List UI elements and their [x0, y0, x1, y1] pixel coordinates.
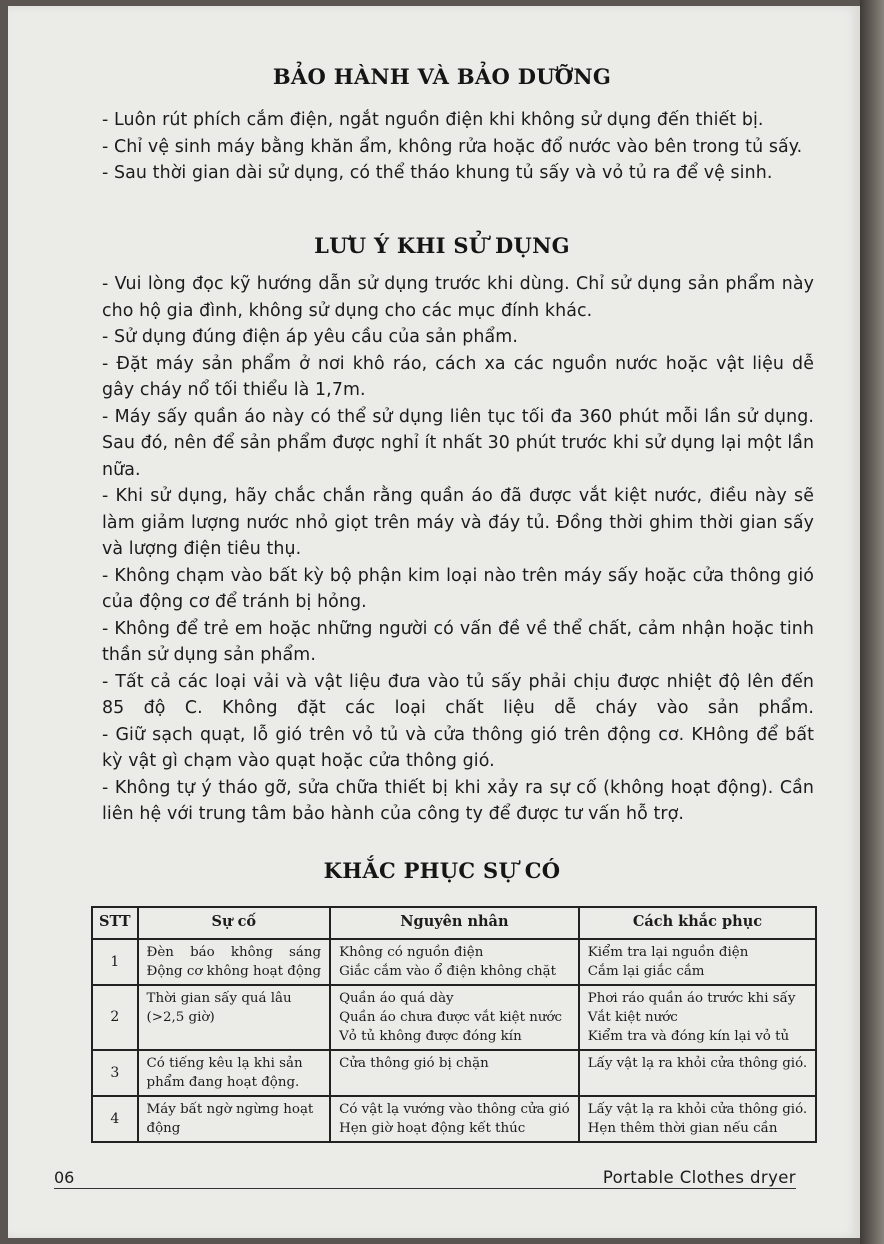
usage-line: - Đặt máy sản phẩm ở nơi khô ráo, cách xa các nguồn nước hoặc vật liệu dễ	[102, 353, 814, 374]
usage-line: cho hộ gia đình, không sử dụng cho các mục đính khác.	[102, 300, 593, 321]
footer-divider	[54, 1188, 796, 1189]
usage-line: - Vui lòng đọc kỹ hướng dẫn sử dụng trước khi dùng. Chỉ sử dụng sản phẩm này	[102, 274, 814, 294]
issue-cell	[138, 939, 331, 985]
table-row	[92, 1050, 816, 1096]
fix-text: Cắm lại giắc cắm	[587, 964, 705, 979]
usage-line: - Không chạm vào bất kỳ bộ phận kim loại nào trên máy sấy hoặc cửa thông gió	[102, 565, 814, 586]
usage-notes-heading: LƯU Ý KHI SỬ DỤNG	[314, 233, 570, 258]
issue-text: động	[146, 1121, 181, 1136]
usage-line: gây cháy nổ tối thiểu là 1,7m.	[102, 380, 366, 400]
warranty-line: - Chỉ vệ sinh máy bằng khăn ẩm, không rửa hoặc đổ nước vào bên trong tủ sấy.	[102, 136, 803, 157]
issue-text: Đèn báo không sáng	[146, 945, 322, 960]
product-name: Portable Clothes dryer	[602, 1168, 796, 1187]
usage-line: và lượng điện tiêu thụ.	[102, 539, 302, 559]
fix-text: Vắt kiệt nước	[587, 1010, 678, 1025]
usage-line: - Không tự ý tháo gỡ, sửa chữa thiết bị khi xảy ra sự cố (không hoạt động). Cần	[102, 777, 814, 798]
cause-text: Quần áo chưa được vắt kiệt nước	[339, 1010, 563, 1025]
fix-text: Lấy vật lạ ra khỏi cửa thông gió.	[587, 1102, 808, 1117]
cause-text: Hẹn giờ hoạt động kết thúc	[339, 1121, 526, 1136]
issue-text: (>2,5 giờ)	[146, 1010, 215, 1025]
fix-text: Hẹn thêm thời gian nếu cần	[587, 1121, 778, 1136]
usage-line: - Giữ sạch quạt, lỗ gió trên vỏ tủ và cửa thông gió trên động cơ. KHông để bất	[102, 724, 814, 745]
usage-line: - Không để trẻ em hoặc những người có vấn đề về thể chất, cảm nhận hoặc tinh	[102, 618, 814, 639]
usage-line: - Tất cả các loại vải và vật liệu đưa vào tủ sấy phải chịu được nhiệt độ lên đến	[102, 671, 814, 692]
issue-text: Động cơ không hoạt động	[146, 964, 322, 979]
usage-line: của động cơ để tránh bị hỏng.	[102, 592, 367, 612]
troubleshooting-table	[91, 906, 817, 1143]
issue-text: phẩm đang hoạt động.	[146, 1075, 300, 1090]
cause-text: Không có nguồn điện	[339, 945, 484, 960]
header-stt: STT	[92, 907, 138, 939]
row-number: 2	[92, 985, 138, 1050]
cause-cell	[330, 939, 579, 985]
fix-text: Phơi ráo quần áo trước khi sấy	[587, 991, 796, 1006]
issue-text: Có tiếng kêu lạ khi sản	[146, 1056, 303, 1071]
usage-line: 85 độ C. Không đặt các loại chất liệu dễ cháy vào sản phẩm.	[102, 698, 814, 718]
warranty-line: - Sau thời gian dài sử dụng, có thể tháo khung tủ sấy và vỏ tủ ra để vệ sinh.	[102, 163, 773, 183]
usage-line: kỳ vật gì chạm vào quạt hoặc cửa thông gió.	[102, 751, 495, 771]
cause-text: Có vật lạ vướng vào thông cửa gió	[339, 1102, 570, 1117]
issue-text: Thời gian sấy quá lâu	[146, 991, 292, 1006]
issue-cell	[138, 1096, 331, 1142]
usage-line: liên hệ với trung tâm bảo hành của công ty để được tư vấn hỗ trợ.	[102, 804, 685, 824]
cause-text: Cửa thông gió bị chặn	[339, 1056, 489, 1071]
page-edge-shadow	[860, 0, 884, 1244]
cause-text: Quần áo quá dày	[339, 991, 454, 1006]
fix-text: Kiểm tra và đóng kín lại vỏ tủ	[587, 1029, 790, 1044]
header-fix: Cách khắc phục	[579, 907, 816, 939]
row-number: 1	[92, 939, 138, 985]
cause-cell	[330, 985, 579, 1050]
usage-line: nữa.	[102, 459, 141, 480]
header-cause: Nguyên nhân	[330, 907, 579, 939]
fix-cell	[579, 1050, 816, 1096]
row-number: 4	[92, 1096, 138, 1142]
warranty-line: - Luôn rút phích cắm điện, ngắt nguồn điện khi không sử dụng đến thiết bị.	[102, 110, 764, 130]
cause-text: Giắc cắm vào ổ điện không chặt	[339, 964, 556, 979]
usage-line: thần sử dụng sản phẩm.	[102, 645, 316, 665]
usage-line: - Sử dụng đúng điện áp yêu cầu của sản phẩm.	[102, 327, 518, 347]
usage-line: - Khi sử dụng, hãy chắc chắn rằng quần áo đã được vắt kiệt nước, điều này sẽ	[102, 486, 814, 506]
fix-text: Lấy vật lạ ra khỏi cửa thông gió.	[587, 1056, 808, 1071]
table-header-row	[92, 907, 816, 939]
page-number: 06	[54, 1168, 75, 1187]
fix-cell	[579, 985, 816, 1050]
issue-cell	[138, 1050, 331, 1096]
usage-line: - Máy sấy quần áo này có thể sử dụng liên tục tối đa 360 phút mỗi lần sử dụng.	[102, 406, 814, 427]
table-row	[92, 939, 816, 985]
cause-text: Vỏ tủ không được đóng kín	[339, 1029, 522, 1044]
header-issue: Sự cố	[138, 907, 331, 939]
cause-cell	[330, 1096, 579, 1142]
row-number: 3	[92, 1050, 138, 1096]
troubleshooting-heading: KHẮC PHỤC SỰ CÓ	[323, 858, 561, 883]
table-row	[92, 1096, 816, 1142]
warranty-text	[102, 107, 814, 187]
fix-text: Kiểm tra lại nguồn điện	[587, 945, 749, 960]
fix-cell	[579, 1096, 816, 1142]
table-row	[92, 985, 816, 1050]
usage-line: làm giảm lượng nước nhỏ giọt trên máy và đáy tủ. Đồng thời ghim thời gian sấy	[102, 512, 814, 533]
issue-cell	[138, 985, 331, 1050]
fix-cell	[579, 939, 816, 985]
warranty-heading: BẢO HÀNH VÀ BẢO DƯỠNG	[272, 64, 612, 89]
issue-text: Máy bất ngờ ngừng hoạt	[146, 1102, 314, 1117]
usage-line: Sau đó, nên để sản phẩm được nghỉ ít nhất 30 phút trước khi sử dụng lại một lần	[102, 433, 815, 453]
cause-cell	[330, 1050, 579, 1096]
usage-notes-text	[102, 271, 814, 828]
